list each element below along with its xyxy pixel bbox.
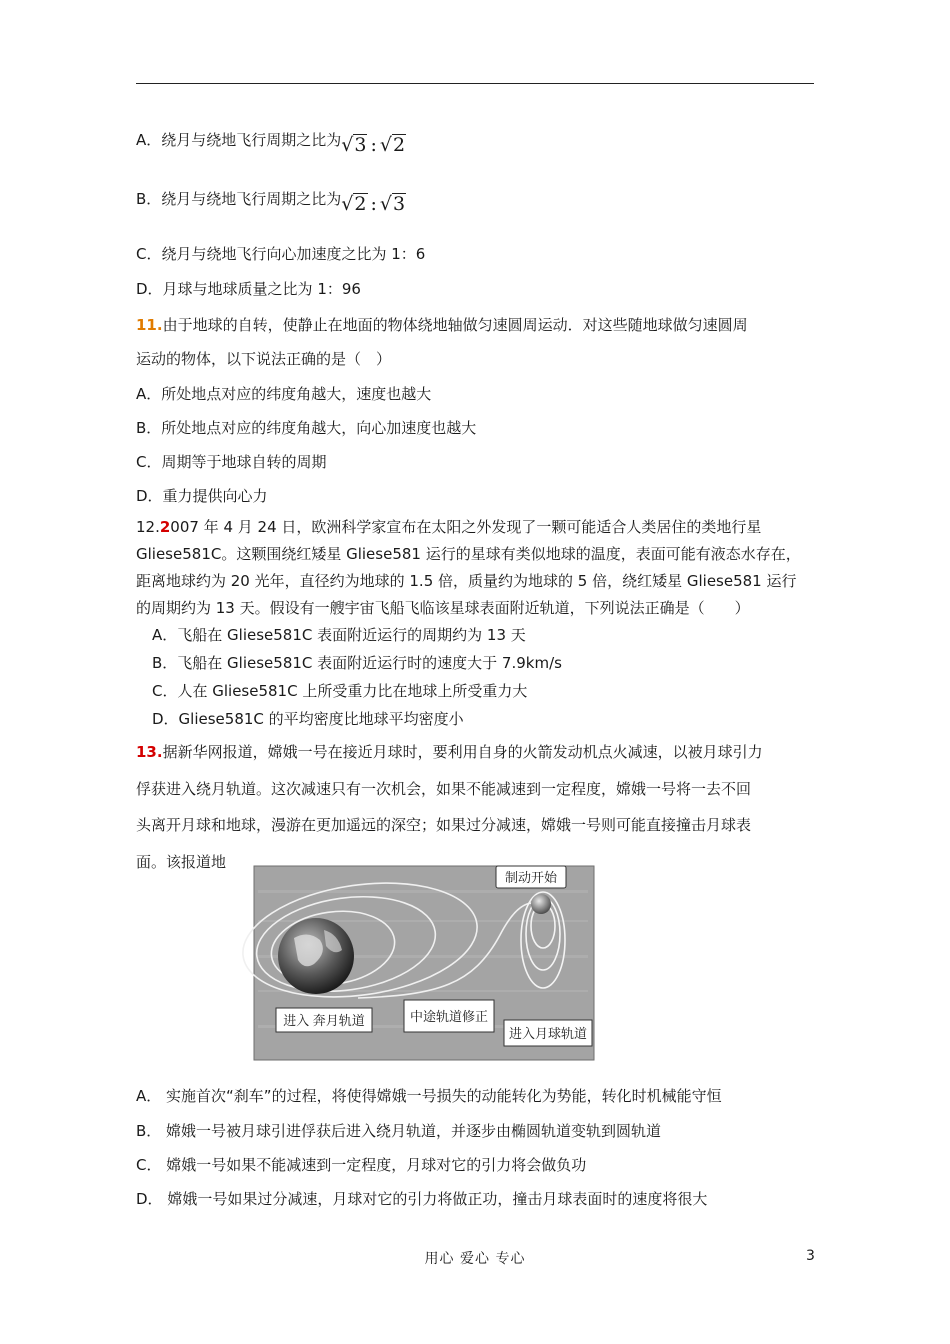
q10-option-a: A．绕月与绕地飞行周期之比为√3 : √2 [136, 131, 406, 156]
footer-motto: 用心 爱心 专心 [424, 1251, 526, 1267]
q12-stem-line2: Gliese581C。这颗围绕红矮星 Gliese581 运行的星球有类似地球的温度，表面可能有液态水存在， [136, 545, 801, 563]
q11-stem-line2: 运动的物体，以下说法正确的是（ ） [136, 350, 392, 368]
page-number: 3 [806, 1248, 815, 1264]
q13-option-d: D． 嫦娥一号如果过分减速，月球对它的引力将做正功，撞击月球表面时的速度将很大 [136, 1190, 708, 1208]
q11-option-b: B．所处地点对应的纬度角越大，向心加速度也越大 [136, 419, 477, 437]
sqrt3-colon-sqrt2: √3 : √2 [341, 134, 406, 156]
q13-stem-line3: 头离开月球和地球，漫游在更加遥远的深空；如果过分减速，嫦娥一号则可能直接撞击月球表 [136, 816, 752, 834]
trajectory-figure [238, 860, 598, 1064]
label-midcourse-correction: 中途轨道修正 [409, 1009, 489, 1024]
q12-stem-line4: 的周期约为 13 天。假设有一艘宇宙飞船飞临该星球表面附近轨道，下列说法正确是（ ） [136, 599, 750, 617]
q13-stem-line2: 俘获进入绕月轨道。这次减速只有一次机会，如果不能减速到一定程度，嫦娥一号将一去不回 [136, 780, 752, 798]
q13-number: 13. [136, 743, 163, 761]
q13-stem-line1: 13.据新华网报道，嫦娥一号在接近月球时，要利用自身的火箭发动机点火减速，以被月球引力 [136, 743, 763, 761]
q12-stem-line3: 距离地球约为 20 光年，直径约为地球的 1.5 倍，质量约为地球的 5 倍，绕红矮星 Gliese581 运行 [136, 572, 797, 590]
q10-option-d: D．月球与地球质量之比为 1：96 [136, 280, 361, 298]
q12-option-c: C．人在 Gliese581C 上所受重力比在地球上所受重力大 [152, 682, 528, 700]
q11-option-d: D．重力提供向心力 [136, 487, 268, 505]
moon-icon [531, 894, 551, 914]
q12-option-a: A．飞船在 Gliese581C 表面附近运行的周期约为 13 天 [152, 626, 526, 644]
q12-option-b: B．飞船在 Gliese581C 表面附近运行时的速度大于 7.9km/s [152, 654, 562, 672]
q13-option-b: B． 嫦娥一号被月球引进俘获后进入绕月轨道，并逐步由椭圆轨道变轨到圆轨道 [136, 1122, 662, 1140]
label-enter-transfer-orbit: 进入 奔月轨道 [283, 1013, 365, 1028]
q12-number: 12. [136, 518, 160, 536]
q13-stem-line4: 面。该报道地 [136, 853, 227, 871]
q11-option-a: A．所处地点对应的纬度角越大，速度也越大 [136, 385, 432, 403]
label-brake-start: 制动开始 [504, 870, 558, 885]
q12-stem-line1: 12.2007 年 4 月 24 日，欧洲科学家宣布在太阳之外发现了一颗可能适合人类居住的类地行星 [136, 518, 762, 536]
q12-option-d: D．Gliese581C 的平均密度比地球平均密度小 [152, 710, 464, 728]
q11-stem-line1: 11.由于地球的自转，使静止在地面的物体绕地轴做匀速圆周运动．对这些随地球做匀速圆周 [136, 316, 748, 334]
q11-option-c: C．周期等于地球自转的周期 [136, 453, 327, 471]
q13-option-c: C． 嫦娥一号如果不能减速到一定程度，月球对它的引力将会做负功 [136, 1156, 587, 1174]
sqrt2-colon-sqrt3: √2 : √3 [341, 193, 406, 215]
q10-option-c: C．绕月与绕地飞行向心加速度之比为 1：6 [136, 245, 426, 263]
q10-option-b: B．绕月与绕地飞行周期之比为√2 : √3 [136, 190, 406, 215]
header-rule [136, 83, 814, 84]
q11-number: 11. [136, 316, 163, 334]
label-enter-lunar-orbit: 进入月球轨道 [508, 1026, 588, 1041]
q13-option-a: A． 实施首次“刹车”的过程，将使得嫦娥一号损失的动能转化为势能，转化时机械能守恒 [136, 1087, 722, 1105]
